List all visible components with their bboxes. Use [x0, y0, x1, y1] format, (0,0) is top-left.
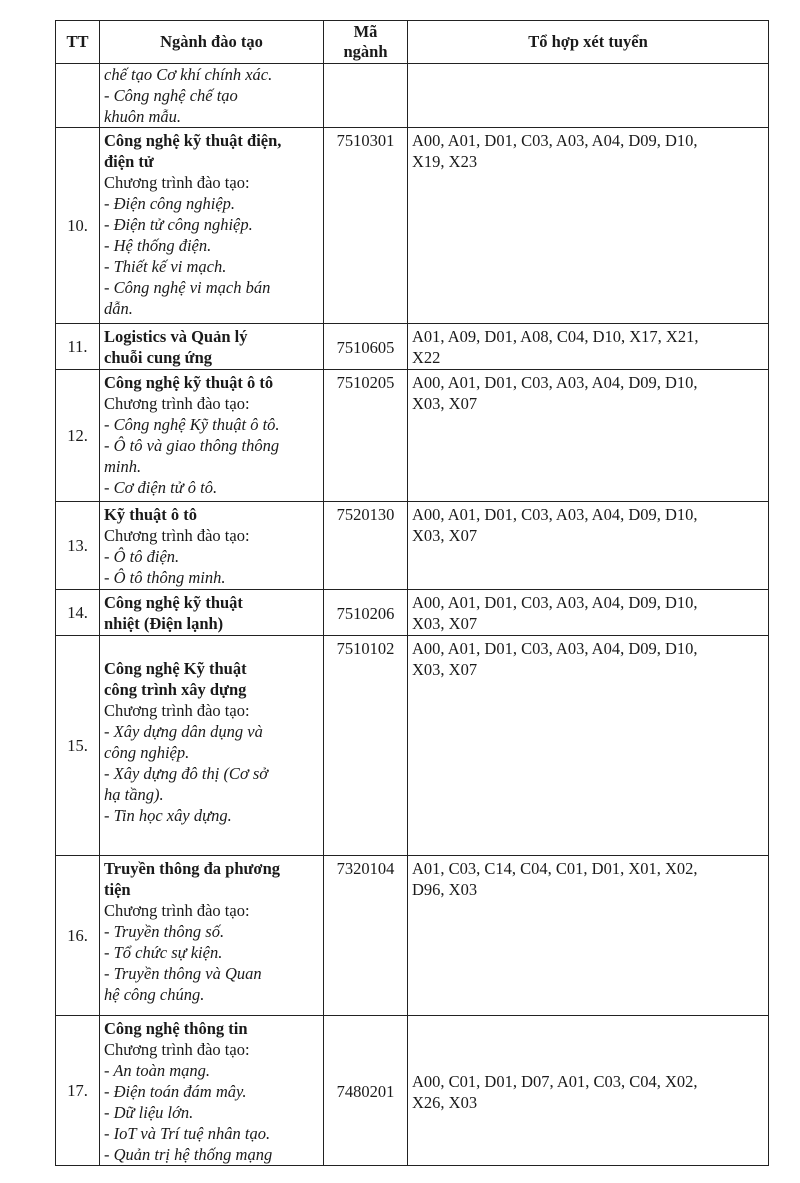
- program-item: công nghiệp.: [104, 743, 190, 762]
- header-to-hop: Tổ hợp xét tuyển: [408, 21, 769, 64]
- cont-line: - Công nghệ chế tạo: [104, 86, 238, 105]
- row-nganh: [100, 502, 324, 590]
- to-hop-line: A00, A01, D01, C03, A03, A04, D09, D10,: [412, 593, 698, 612]
- to-hop-line: X03, X07: [412, 394, 478, 413]
- row-to-hop: [408, 502, 769, 590]
- program-label: Chương trình đào tạo:: [104, 394, 250, 413]
- program-label: Chương trình đào tạo:: [104, 526, 250, 545]
- program-item: minh.: [104, 457, 142, 476]
- program-label: Chương trình đào tạo:: [104, 1040, 250, 1059]
- cont-to-hop: [408, 64, 769, 128]
- row-ma: 7480201: [324, 1016, 408, 1166]
- program-item: - Điện toán đám mây.: [104, 1082, 247, 1101]
- row-title-line: Logistics và Quản lý: [104, 327, 248, 346]
- table-row: [56, 636, 769, 856]
- program-item: - Ô tô điện.: [104, 547, 180, 566]
- row-tt: 15.: [56, 636, 100, 856]
- row-nganh: [100, 590, 324, 636]
- row-tt: 12.: [56, 370, 100, 502]
- program-item: dẫn.: [104, 299, 133, 318]
- to-hop-line: X19, X23: [412, 152, 478, 171]
- table-row: [56, 324, 769, 370]
- row-nganh: [100, 636, 324, 856]
- program-label: Chương trình đào tạo:: [104, 173, 250, 192]
- table-row: [56, 128, 769, 324]
- to-hop-line: A01, C03, C14, C04, C01, D01, X01, X02,: [412, 859, 698, 878]
- row-tt: 16.: [56, 856, 100, 1016]
- program-item: - Ô tô thông minh.: [104, 568, 226, 587]
- row-to-hop: [408, 128, 769, 324]
- table-row: [56, 856, 769, 1016]
- table-row: [56, 502, 769, 590]
- row-tt: 14.: [56, 590, 100, 636]
- program-item: - Hệ thống điện.: [104, 236, 212, 255]
- row-ma: 7510605: [324, 324, 408, 370]
- program-item: - IoT và Trí tuệ nhân tạo.: [104, 1124, 271, 1143]
- to-hop-line: A00, A01, D01, C03, A03, A04, D09, D10,: [412, 373, 698, 392]
- program-item: - Thiết kế vi mạch.: [104, 257, 227, 276]
- program-label: Chương trình đào tạo:: [104, 901, 250, 920]
- header-row: [56, 21, 769, 64]
- to-hop-line: X03, X07: [412, 526, 478, 545]
- program-item: - Công nghệ Kỹ thuật ô tô.: [104, 415, 280, 434]
- program-item: - Tổ chức sự kiện.: [104, 943, 223, 962]
- to-hop-line: X26, X03: [412, 1092, 478, 1112]
- row-title-line: Kỹ thuật ô tô: [104, 505, 198, 524]
- program-item: - Điện công nghiệp.: [104, 194, 236, 213]
- program-item: - Ô tô và giao thông thông: [104, 436, 280, 455]
- program-item: - An toàn mạng.: [104, 1061, 211, 1080]
- row-to-hop: [408, 1016, 769, 1166]
- row-title-line: Công nghệ kỹ thuật điện,: [104, 131, 282, 150]
- program-item: - Tin học xây dựng.: [104, 806, 232, 825]
- cont-line: chế tạo Cơ khí chính xác.: [104, 65, 273, 84]
- program-item: - Xây dựng dân dụng và: [104, 722, 263, 741]
- table-row: [56, 370, 769, 502]
- row-to-hop: [408, 590, 769, 636]
- to-hop-line: D96, X03: [412, 880, 478, 899]
- cont-ma: [324, 64, 408, 128]
- table-row: [56, 1016, 769, 1166]
- row-ma: 7510301: [324, 128, 408, 324]
- continuation-row: [56, 64, 769, 128]
- row-title-line: điện tử: [104, 152, 154, 171]
- program-item: - Quản trị hệ thống mạng: [104, 1145, 273, 1164]
- to-hop-line: A01, A09, D01, A08, C04, D10, X17, X21,: [412, 327, 699, 346]
- row-title-line: tiện: [104, 880, 131, 899]
- table-row: [56, 590, 769, 636]
- row-ma: 7320104: [324, 856, 408, 1016]
- row-to-hop: [408, 636, 769, 856]
- row-nganh: [100, 856, 324, 1016]
- row-ma: 7510206: [324, 590, 408, 636]
- row-to-hop: [408, 324, 769, 370]
- header-ma-line1: Mã: [353, 22, 378, 41]
- row-to-hop: [408, 856, 769, 1016]
- row-nganh: [100, 324, 324, 370]
- admission-table: [55, 20, 769, 1166]
- to-hop-line: A00, C01, D01, D07, A01, C03, C04, X02,: [412, 1071, 698, 1091]
- cont-programs: [100, 64, 324, 128]
- to-hop-line: X03, X07: [412, 660, 478, 679]
- program-label: Chương trình đào tạo:: [104, 701, 250, 720]
- row-title-line: nhiệt (Điện lạnh): [104, 614, 224, 633]
- row-tt: 17.: [56, 1016, 100, 1166]
- row-title-line: Công nghệ Kỹ thuật: [104, 659, 247, 678]
- row-tt: 13.: [56, 502, 100, 590]
- header-ma-line2: ngành: [343, 42, 388, 61]
- program-item: - Cơ điện tử ô tô.: [104, 478, 218, 497]
- program-item: - Điện tử công nghiệp.: [104, 215, 253, 234]
- program-item: hạ tầng).: [104, 785, 164, 804]
- row-title-line: Truyền thông đa phương: [104, 859, 280, 878]
- program-item: - Truyền thông số.: [104, 922, 225, 941]
- row-tt: 10.: [56, 128, 100, 324]
- to-hop-line: A00, A01, D01, C03, A03, A04, D09, D10,: [412, 639, 698, 658]
- row-to-hop: [408, 370, 769, 502]
- header-ma: [324, 21, 408, 64]
- to-hop-line: X03, X07: [412, 614, 478, 633]
- to-hop-line: A00, A01, D01, C03, A03, A04, D09, D10,: [412, 131, 698, 150]
- row-nganh: [100, 128, 324, 324]
- row-title-line: Công nghệ kỹ thuật ô tô: [104, 373, 274, 392]
- row-nganh: [100, 370, 324, 502]
- row-nganh: [100, 1016, 324, 1166]
- row-title-line: Công nghệ thông tin: [104, 1019, 248, 1038]
- row-title-line: Công nghệ kỹ thuật: [104, 593, 243, 612]
- cont-tt: [56, 64, 100, 128]
- to-hop-line: A00, A01, D01, C03, A03, A04, D09, D10,: [412, 505, 698, 524]
- row-title-line: công trình xây dựng: [104, 680, 247, 699]
- program-item: - Truyền thông và Quan: [104, 964, 262, 983]
- row-ma: 7510102: [324, 636, 408, 856]
- row-title-line: chuỗi cung ứng: [104, 348, 213, 367]
- to-hop-line: X22: [412, 348, 441, 367]
- program-item: - Công nghệ vi mạch bán: [104, 278, 271, 297]
- row-ma: 7510205: [324, 370, 408, 502]
- row-ma: 7520130: [324, 502, 408, 590]
- program-item: - Dữ liệu lớn.: [104, 1103, 194, 1122]
- header-nganh: Ngành đào tạo: [100, 21, 324, 64]
- program-item: - Xây dựng đô thị (Cơ sở: [104, 764, 269, 783]
- header-tt: TT: [56, 21, 100, 64]
- program-item: hệ công chúng.: [104, 985, 205, 1004]
- row-tt: 11.: [56, 324, 100, 370]
- cont-line: khuôn mẫu.: [104, 107, 181, 126]
